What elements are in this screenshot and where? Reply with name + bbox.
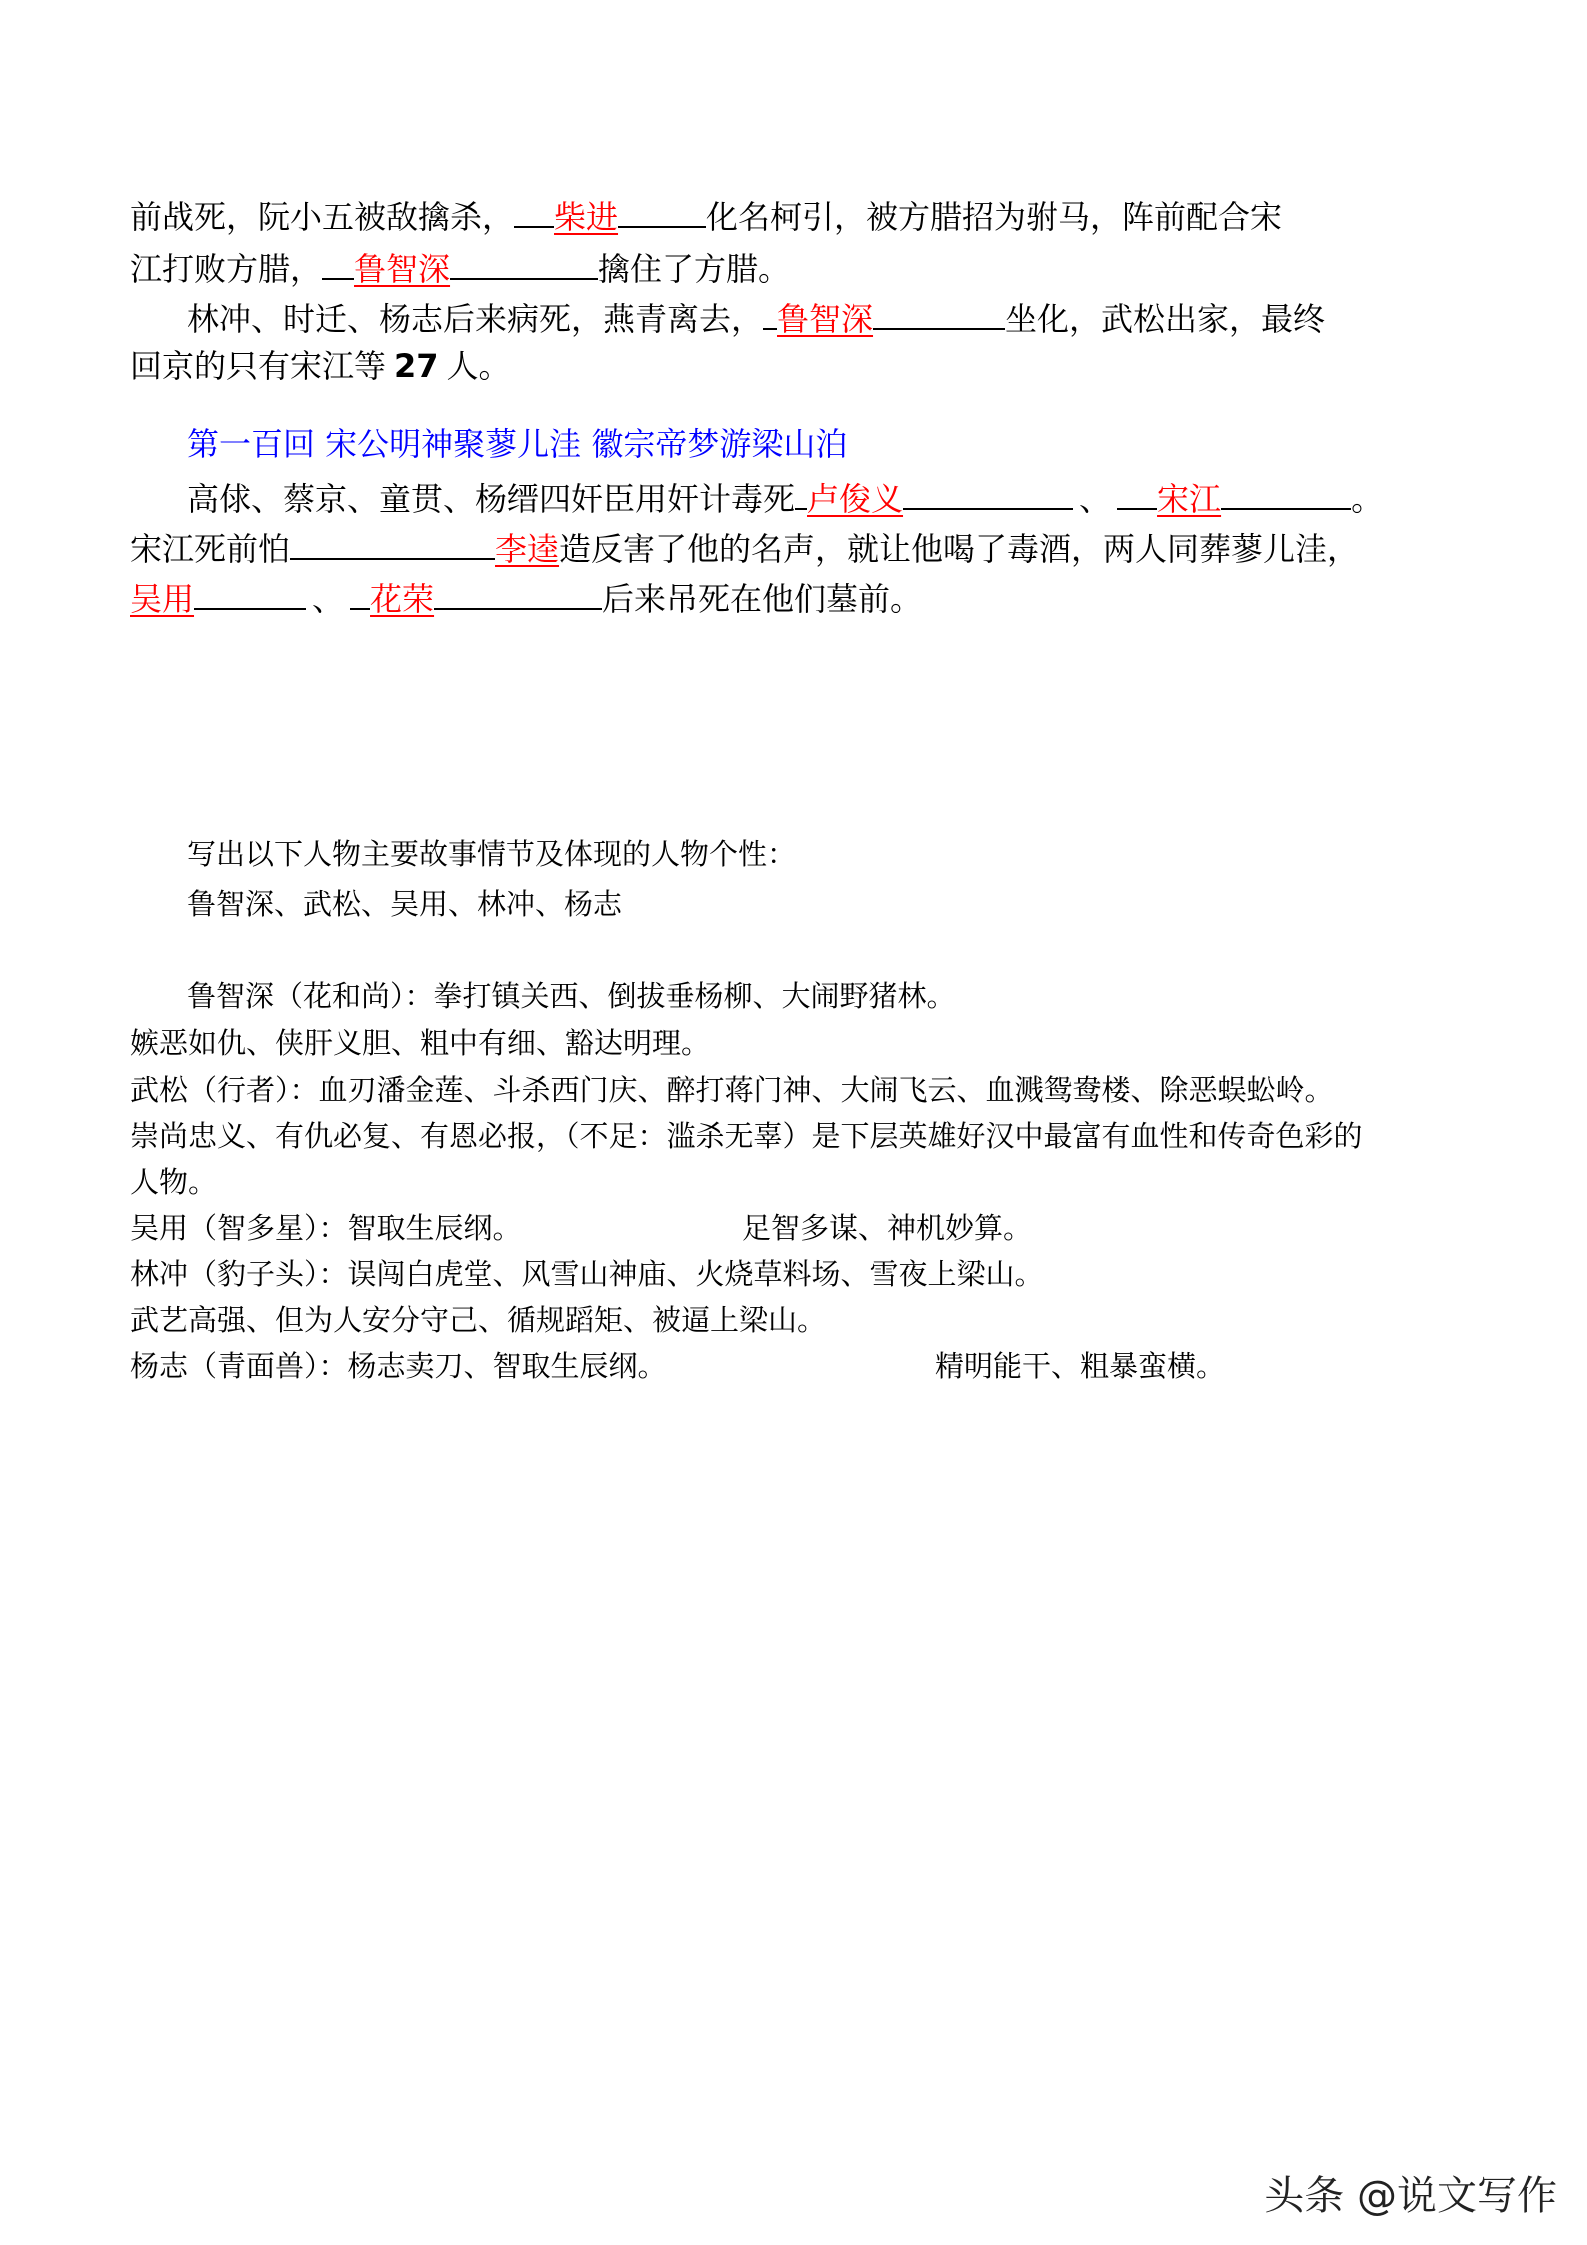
section-names: 鲁智深、武松、吴用、林冲、杨志: [187, 887, 623, 921]
wusong-traits: 崇尚忠义、有仇必复、有恩必报，（不足：滥杀无辜）是下层英雄好汉中最富有血性和传奇色彩的: [130, 1119, 1363, 1153]
para2-line1: [187, 298, 1326, 338]
answer-lujunyi: 卢俊义: [807, 480, 904, 518]
answer-songjiang: 宋江: [1157, 480, 1222, 518]
para2-line2: [130, 347, 511, 385]
blank-underline: [322, 248, 354, 280]
wuyong-story: 吴用（智多星）：智取生辰纲。: [130, 1211, 522, 1245]
section-prompt: 写出以下人物主要故事情节及体现的人物个性：: [187, 837, 797, 871]
blank-underline: [618, 196, 706, 228]
text: 造反害了他的名声，就让他喝了毒酒，两人同葬蓼儿洼，: [559, 530, 1360, 568]
blank-underline: [194, 578, 306, 610]
para3-line2: [130, 528, 1360, 568]
answer-huarong: 花荣: [370, 580, 435, 618]
blank-underline: [1221, 478, 1351, 510]
text: 、: [312, 580, 345, 618]
para1-line1: [130, 196, 1283, 236]
luzhishen-traits: 嫉恶如仇、侠肝义胆、粗中有细、豁达明理。: [130, 1026, 711, 1060]
text: 高俅、蔡京、童贯、杨缙四奸臣用奸计毒死: [187, 480, 796, 518]
answer-luzhishen: 鲁智深: [354, 250, 451, 288]
blank-underline: [514, 196, 554, 228]
text: 化名柯引，被方腊招为驸马，阵前配合宋: [706, 198, 1283, 236]
answer-chaijin: 柴进: [554, 198, 619, 236]
answer-wuyong: 吴用: [130, 580, 195, 618]
linchong-story: 林冲（豹子头）：误闯白虎堂、风雪山神庙、火烧草料场、雪夜上梁山。: [130, 1257, 1044, 1291]
text: 宋江死前怕: [130, 530, 291, 568]
answer-luzhishen-2: 鲁智深: [777, 300, 874, 338]
watermark: 头条 @说文写作: [1264, 2173, 1557, 2219]
para3-line1: [187, 478, 1384, 518]
blank-underline: [903, 478, 1073, 510]
yangzhi-story: 杨志（青面兽）：杨志卖刀、智取生辰纲。: [130, 1349, 667, 1383]
number-27: 27: [394, 347, 439, 385]
luzhishen-story: 鲁智深（花和尚）：拳打镇关西、倒拔垂杨柳、大闹野猪林。: [187, 979, 956, 1013]
blank-underline: [350, 578, 370, 610]
blank-underline: [450, 248, 598, 280]
para1-line2: [130, 248, 791, 288]
text: 人。: [446, 347, 511, 385]
text: 前战死，阮小五被敌擒杀，: [130, 198, 515, 236]
yangzhi-traits: 精明能干、粗暴蛮横。: [935, 1349, 1226, 1383]
text: 坐化，武松出家，最终: [1005, 300, 1326, 338]
blank-underline: [763, 298, 777, 330]
wusong-traits-cont: 人物。: [130, 1165, 218, 1199]
text: 后来吊死在他们墓前。: [602, 580, 923, 618]
text: 、: [1079, 480, 1112, 518]
text: 。: [1351, 480, 1384, 518]
para3-line3: [130, 578, 923, 618]
text: 擒住了方腊。: [598, 250, 791, 288]
wuyong-traits: 足智多谋、神机妙算。: [742, 1211, 1033, 1245]
blank-underline: [290, 528, 495, 560]
blank-underline: [873, 298, 1005, 330]
blank-underline: [1117, 478, 1157, 510]
linchong-traits: 武艺高强、但为人安分守己、循规蹈矩、被逼上梁山。: [130, 1303, 827, 1337]
text: 林冲、时迁、杨志后来病死，燕青离去，: [187, 300, 764, 338]
wusong-story: 武松（行者）：血刃潘金莲、斗杀西门庆、醉打蒋门神、大闹飞云、血溅鸳鸯楼、除恶蜈蚣岭。: [130, 1073, 1334, 1107]
blank-underline: [795, 478, 807, 510]
text: 回京的只有宋江等: [130, 347, 387, 385]
text: 江打败方腊，: [130, 250, 323, 288]
blank-underline: [434, 578, 602, 610]
chapter-title: 第一百回 宋公明神聚蓼儿洼 徽宗帝梦游梁山泊: [187, 425, 848, 463]
answer-likui: 李逵: [495, 530, 560, 568]
